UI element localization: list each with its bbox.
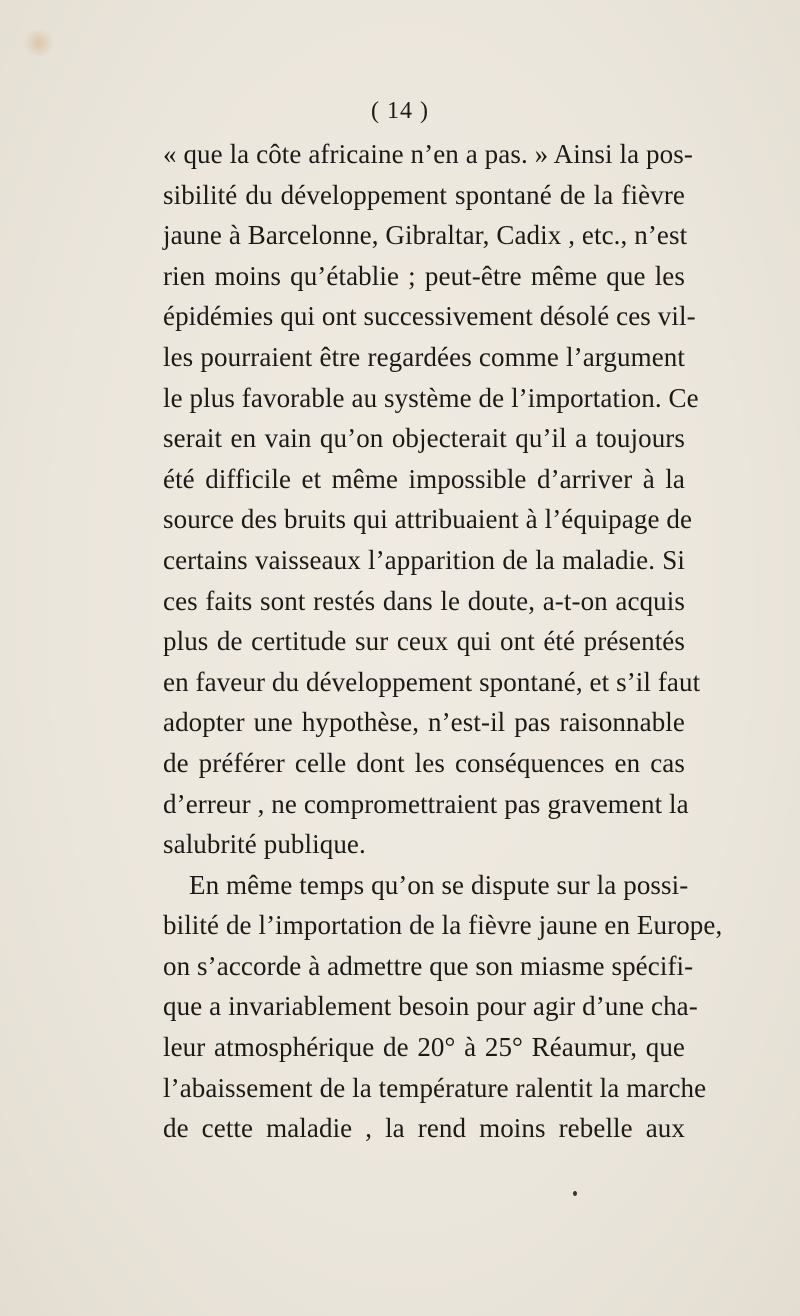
text-line: sibilité du développement spontané de la fièvre (163, 179, 685, 210)
ink-speck (573, 1191, 577, 1196)
paper-stain (22, 30, 56, 56)
text-line: que a invariablement besoin pour agir d’une cha- (163, 991, 698, 1022)
text-line: les pourraient être regardées comme l’argument (163, 341, 685, 372)
text-line: en faveur du développement spontané, et s’il faut (163, 666, 701, 697)
text-line: épidémies qui ont successivement désolé ces vil- (163, 301, 696, 332)
text-line: été difficile et même impossible d’arriver à la (163, 463, 685, 494)
text-line: le plus favorable au système de l’importation. Ce (163, 382, 699, 413)
text-line: l’abaissement de la température ralentit la marche (163, 1072, 707, 1103)
text-line: ces faits sont restés dans le doute, a-t-on acquis (163, 585, 685, 616)
text-line: « que la côte africaine n’en a pas. » Ainsi la pos- (163, 139, 693, 169)
text-line: de cette maladie , la rend moins rebelle aux (163, 1113, 685, 1144)
text-line: leur atmosphérique de 20° à 25° Réaumur, que (163, 1032, 685, 1063)
paragraph-end-line: salubrité publique. (163, 829, 366, 860)
text-line: de préférer celle dont les conséquences en cas (163, 747, 685, 778)
text-line: certains vaisseaux l’apparition de la maladie. Si (163, 544, 685, 575)
text-line: jaune à Barcelonne, Gibraltar, Cadix , etc., n’est (163, 220, 688, 251)
text-line: d’erreur , ne compromettraient pas gravement la (163, 788, 689, 819)
paragraph-start-line: En même temps qu’on se dispute sur la possi- (189, 869, 689, 900)
text-line: source des bruits qui attribuaient à l’équipage de (163, 504, 693, 535)
text-line: serait en vain qu’on objecterait qu’il a toujours (163, 423, 685, 454)
body-text (163, 134, 723, 1149)
text-line: bilité de l’importation de la fièvre jaune en Europe, (163, 910, 723, 941)
text-line: adopter une hypothèse, n’est-il pas raisonnable (163, 707, 685, 738)
text-line: on s’accorde à admettre que son miasme spécifi- (163, 950, 694, 981)
text-line: plus de certitude sur ceux qui ont été présentés (163, 626, 685, 657)
page-number: ( 14 ) (371, 98, 429, 124)
text-line: rien moins qu’établie ; peut-être même que les (163, 260, 685, 291)
